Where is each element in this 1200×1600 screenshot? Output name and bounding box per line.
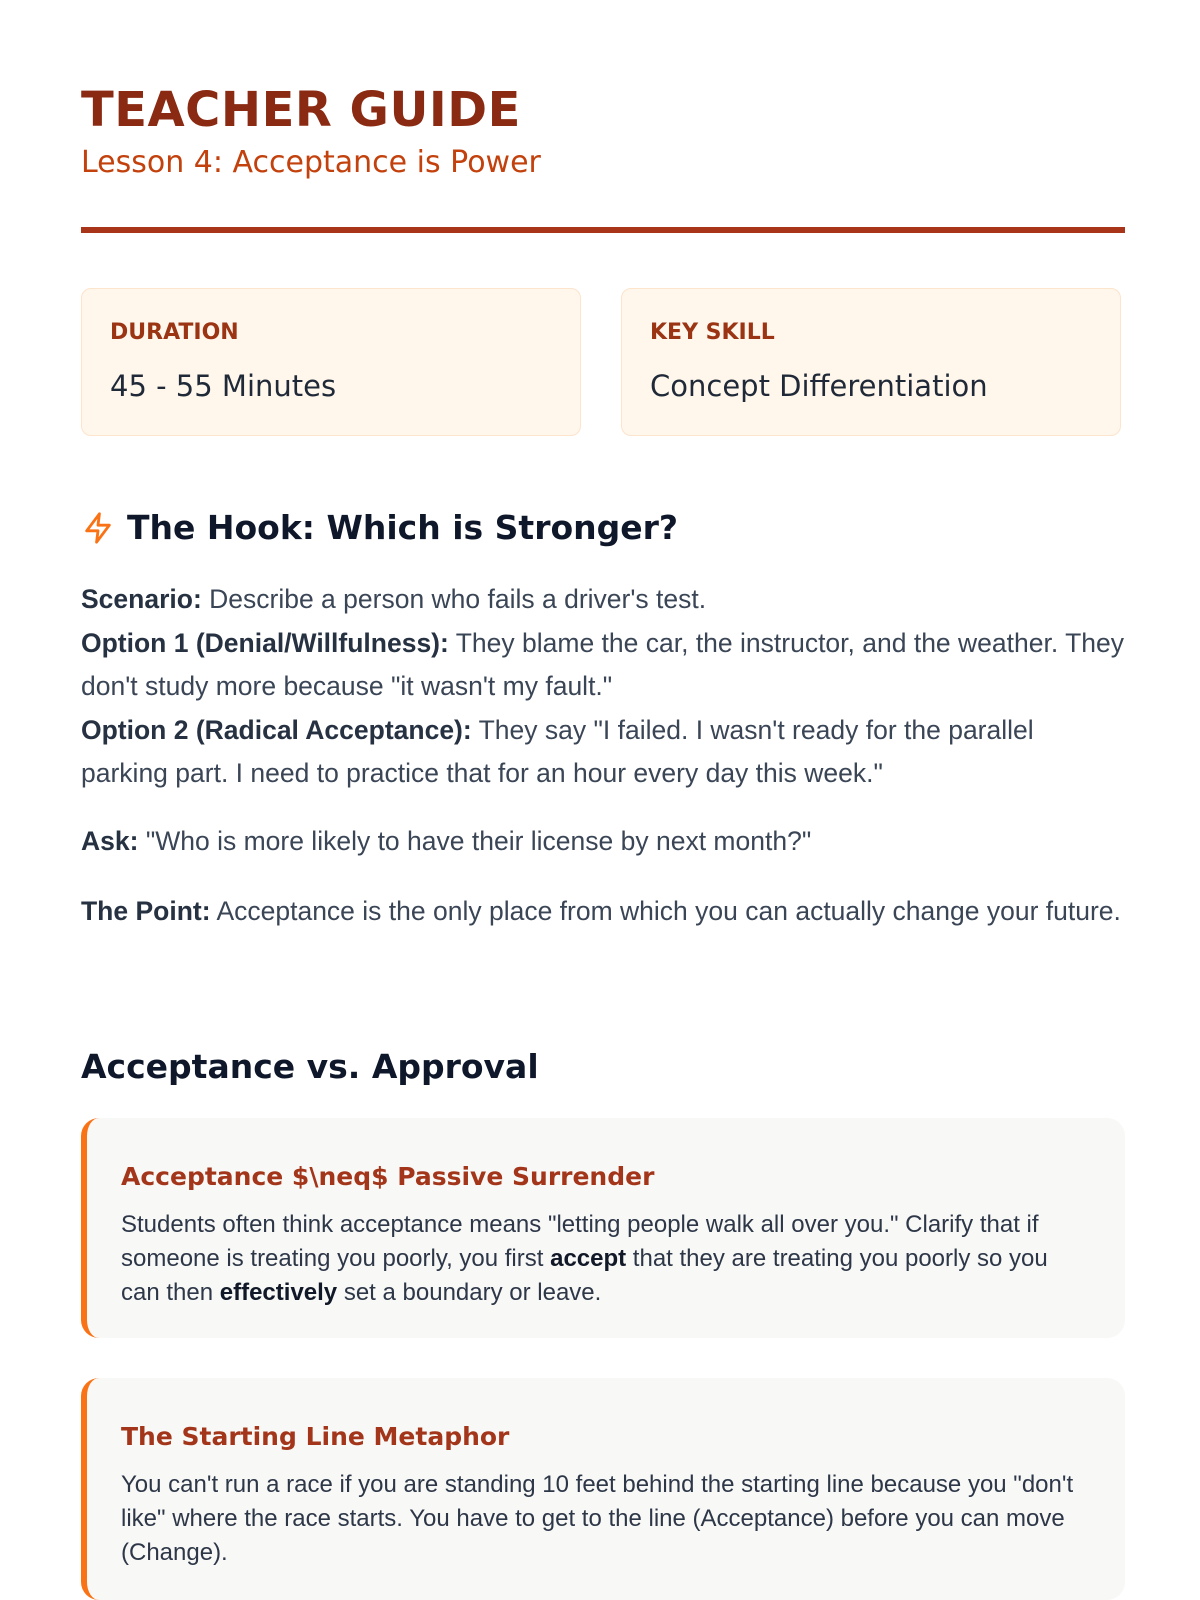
callout-title: The Starting Line Metaphor [121, 1422, 510, 1451]
header-divider [81, 227, 1125, 233]
hook-scenario-paragraph [81, 578, 1125, 796]
hook-point-paragraph [81, 890, 1125, 934]
key-skill-value: Concept Differentiation [650, 369, 988, 403]
option1-label: Option 1 (Denial/Willfulness): [81, 627, 449, 658]
duration-card [81, 288, 581, 436]
option1-text: They blame the car, the instructor, and the weather. They don't study more because "it wasn't my fault." [81, 627, 1125, 701]
duration-value: 45 - 55 Minutes [110, 369, 337, 403]
callout-text: You can't run a race if you are standing 10 feet behind the starting line because you "don't like" where the race starts. You have to get to the line (Acceptance) before you can move (Change). [121, 1471, 1074, 1566]
scenario-label: Scenario: [81, 584, 202, 614]
key-skill-card [621, 288, 1121, 436]
key-skill-label: KEY SKILL [650, 320, 775, 345]
hook-heading: The Hook: Which is Stronger? [127, 508, 679, 547]
option2-text: They say "I failed. I wasn't ready for the parallel parking part. I need to practice that for an hour every day this week." [81, 714, 1034, 788]
scenario-text: Describe a person who fails a driver's test. [201, 584, 707, 614]
hook-ask-paragraph [81, 820, 1125, 864]
lightning-bolt-icon [81, 511, 115, 545]
approval-section-heading: Acceptance vs. Approval [81, 1047, 539, 1086]
callout-acceptance-surrender [81, 1118, 1125, 1338]
lesson-subtitle: Lesson 4: Acceptance is Power [81, 145, 541, 180]
duration-label: DURATION [110, 320, 239, 345]
hook-section-heading [81, 505, 678, 551]
callout-text [121, 1208, 1091, 1310]
callout-text-part: set a boundary or leave. [337, 1279, 602, 1306]
point-label: The Point: [81, 896, 211, 926]
ask-text: "Who is more likely to have their license by next month?" [138, 826, 812, 856]
callout-emphasis: effectively [219, 1279, 338, 1306]
callout-text-part: that they are treating you poorly so you can then [121, 1245, 1048, 1306]
page-title: TEACHER GUIDE [81, 82, 521, 138]
point-text: Acceptance is the only place from which you can actually change your future. [210, 896, 1121, 926]
option2-label: Option 2 (Radical Acceptance): [81, 714, 472, 745]
callout-starting-line [81, 1378, 1125, 1600]
callout-text-part: Students often think acceptance means "letting people walk all over you." Clarify that if someone is treating you poorly, you first [121, 1211, 1039, 1272]
callout-title: Acceptance $\neq$ Passive Surrender [121, 1162, 655, 1191]
callout-emphasis: accept [550, 1245, 627, 1272]
ask-label: Ask: [81, 826, 139, 856]
